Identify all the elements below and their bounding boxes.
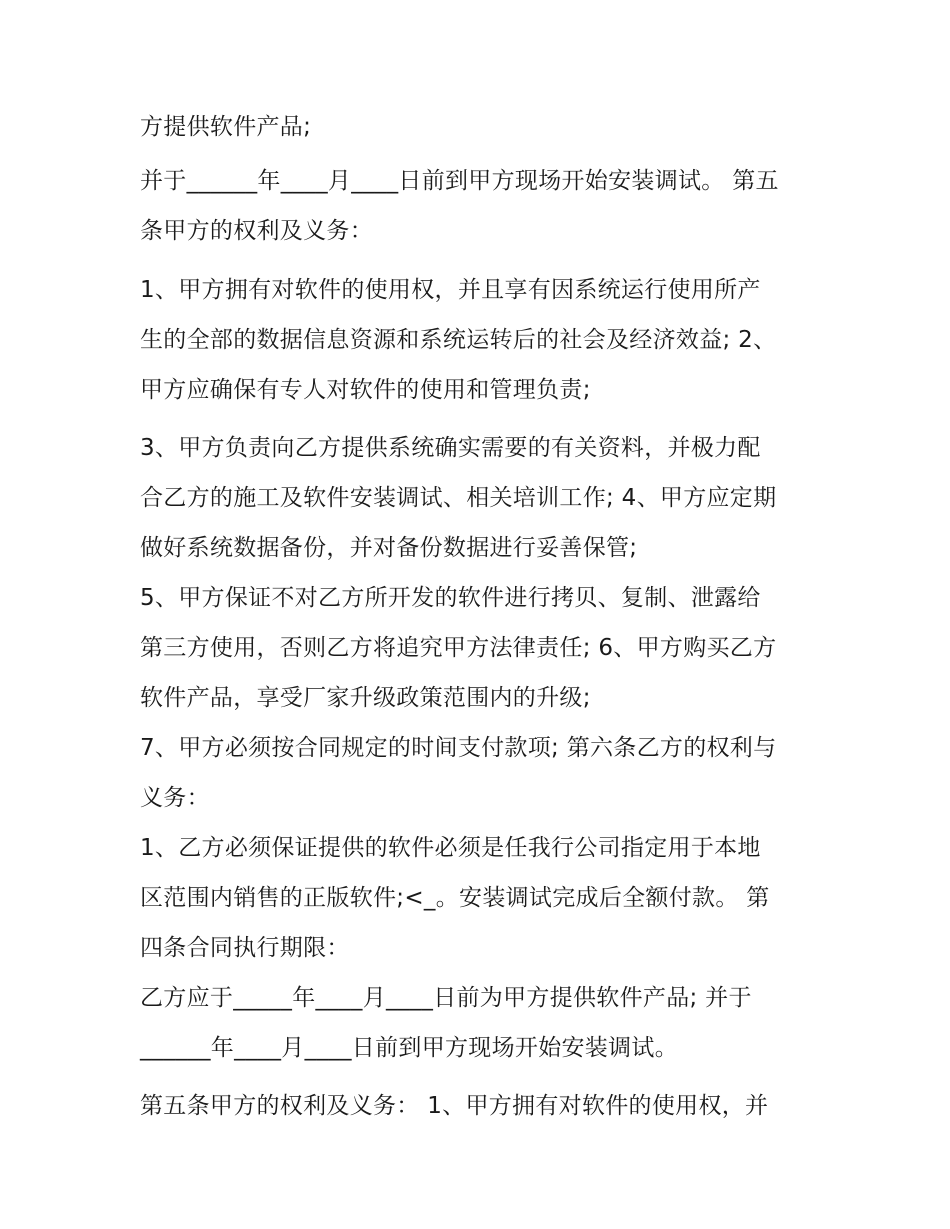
text-line: 5、甲方保证不对乙方所开发的软件进行拷贝、复制、泄露给	[140, 585, 761, 611]
text-line: 乙方应于_____年____月____日前为甲方提供软件产品; 并于	[140, 985, 752, 1011]
text-line: 并于______年____月____日前到甲方现场开始安装调试。 第五	[140, 168, 779, 194]
text-line: 条甲方的权利及义务：	[140, 218, 373, 244]
text-line: 1、甲方拥有对软件的使用权，并且享有因系统运行使用所产	[140, 277, 761, 303]
text-line: 第三方使用，否则乙方将追究甲方法律责任; 6、甲方购买乙方	[140, 635, 777, 661]
text-line: ______年____月____日前到甲方现场开始安装调试。	[140, 1035, 678, 1061]
text-line: 四条合同执行期限：	[140, 935, 350, 961]
text-line: 方提供软件产品;	[140, 114, 312, 140]
text-line: 区范围内销售的正版软件;<_。安装调试完成后全额付款。 第	[140, 885, 770, 911]
text-line: 合乙方的施工及软件安装调试、相关培训工作; 4、甲方应定期	[140, 485, 777, 511]
text-line: 生的全部的数据信息资源和系统运转后的社会及经济效益; 2、	[140, 327, 777, 353]
text-line: 3、甲方负责向乙方提供系统确实需要的有关资料，并极力配	[140, 435, 761, 461]
text-line: 7、甲方必须按合同规定的时间支付款项; 第六条乙方的权利与	[140, 735, 777, 761]
text-line: 1、乙方必须保证提供的软件必须是任我行公司指定用于本地	[140, 835, 761, 861]
text-line: 软件产品，享受厂家升级政策范围内的升级;	[140, 685, 591, 711]
text-line: 第五条甲方的权利及义务： 1、甲方拥有对软件的使用权，并	[140, 1093, 769, 1119]
text-line: 义务：	[140, 785, 210, 811]
text-line: 甲方应确保有专人对软件的使用和管理负责;	[140, 377, 591, 403]
text-line: 做好系统数据备份，并对备份数据进行妥善保管;	[140, 535, 638, 561]
